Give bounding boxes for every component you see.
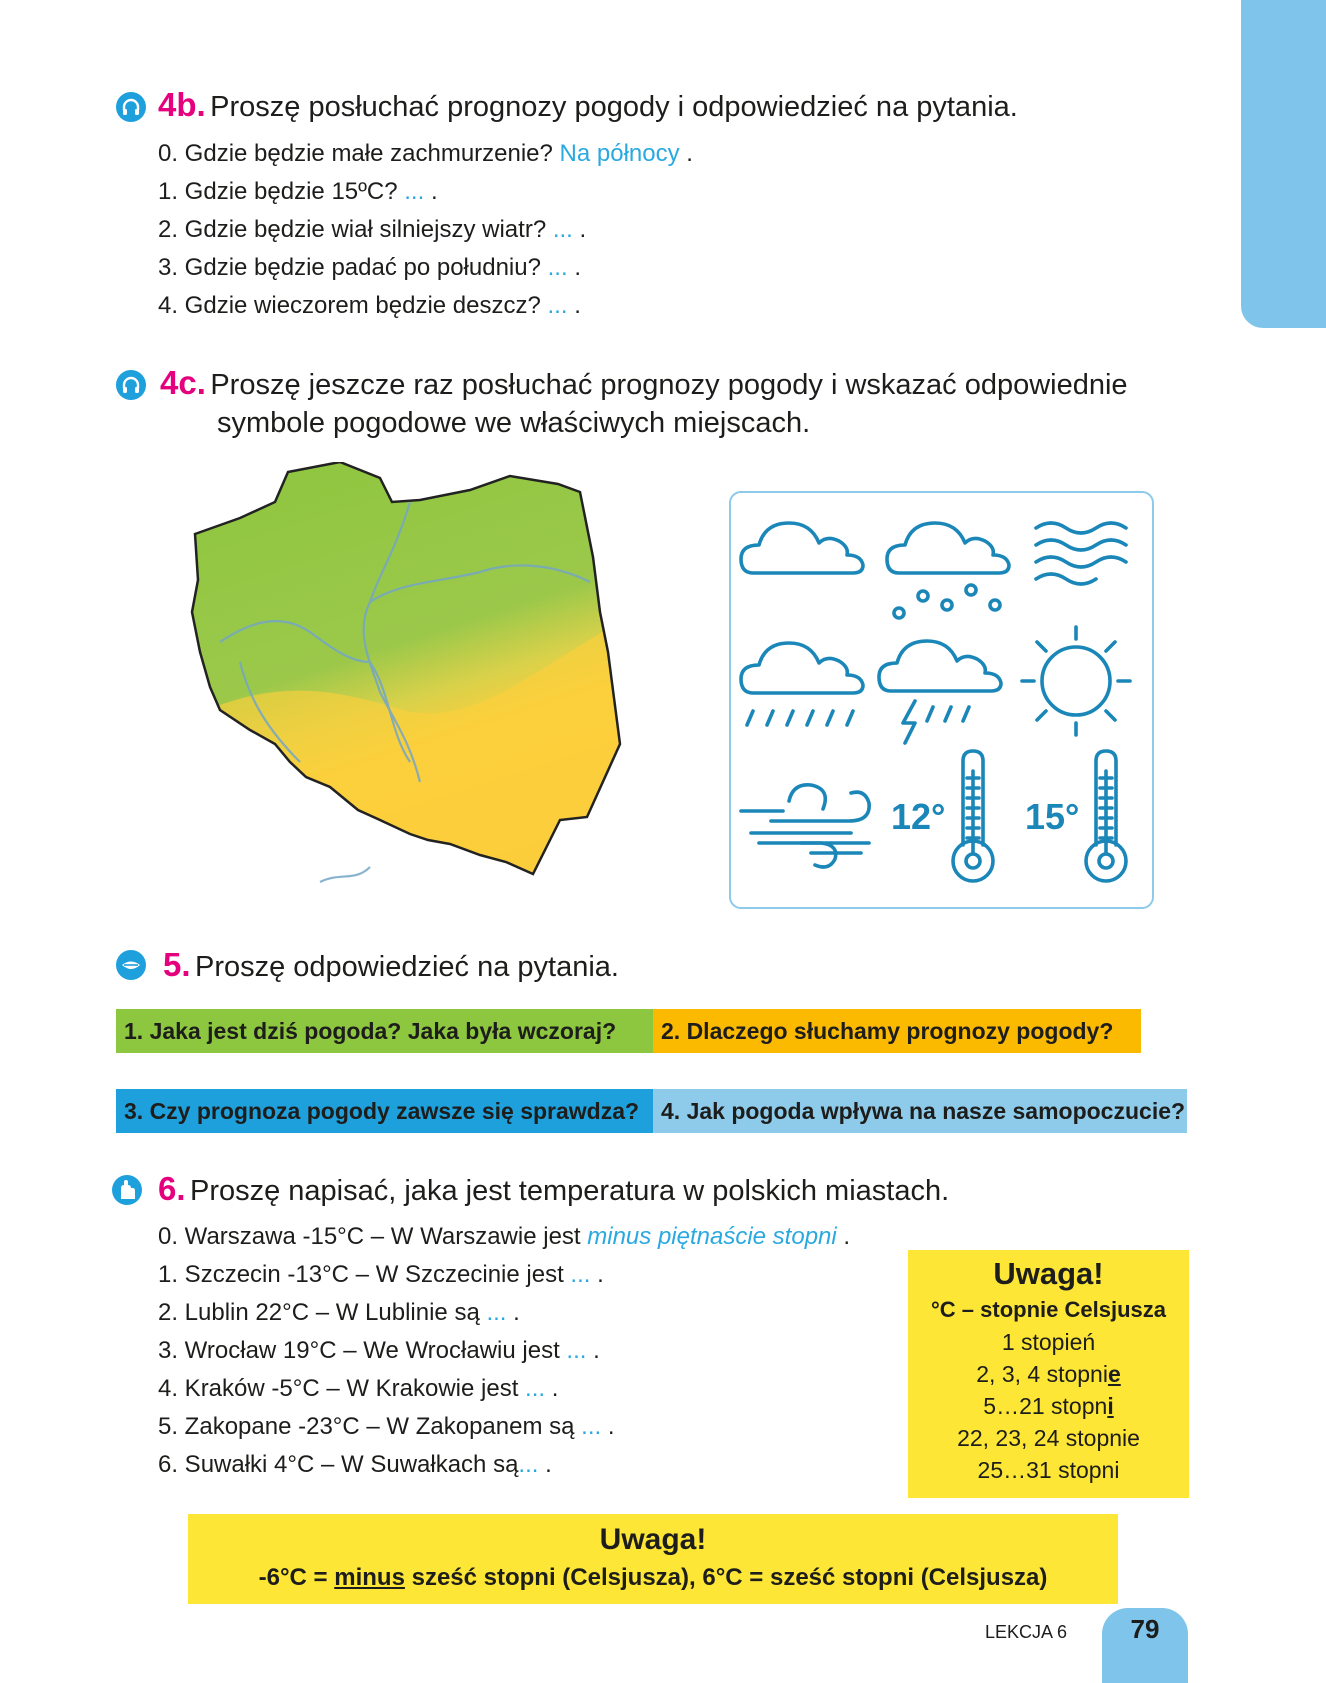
storm-cloud-icon[interactable] bbox=[879, 641, 1001, 743]
rain-cloud-icon[interactable] bbox=[741, 643, 863, 725]
note-line: 2, 3, 4 stopnie bbox=[976, 1361, 1121, 1387]
snow-cloud-icon[interactable] bbox=[887, 523, 1009, 618]
speech-lips-icon bbox=[116, 950, 146, 980]
task-title: Proszę napisać, jaka jest temperatura w polskich miastach. bbox=[189, 1175, 950, 1207]
lesson-label: LEKCJA 6 bbox=[985, 1622, 1068, 1642]
question-item: 0. Warszawa -15°C – W Warszawie jest minus piętnaście stopni . bbox=[158, 1223, 851, 1250]
task-6-questions bbox=[158, 1218, 850, 1484]
headphones-icon bbox=[116, 370, 146, 400]
task-number: 4b. bbox=[158, 86, 206, 123]
answer-field[interactable]: ... bbox=[404, 178, 425, 205]
headphones-icon bbox=[116, 92, 146, 122]
strong-wind-icon[interactable] bbox=[741, 785, 869, 867]
note-subtitle: °C – stopnie Celsjusza bbox=[931, 1297, 1166, 1322]
question-item: 6. Suwałki 4°C – W Suwałkach są... . bbox=[158, 1451, 552, 1478]
answer-field[interactable]: ... bbox=[518, 1451, 539, 1478]
task-title-line2: symbole pogodowe we właściwych miejscach. bbox=[217, 407, 811, 439]
answer-field[interactable]: ... bbox=[486, 1299, 507, 1326]
note-line: 1 stopień bbox=[1001, 1329, 1096, 1355]
question-item: 1. Gdzie będzie 15ºC? ... . bbox=[158, 178, 438, 205]
answer-field[interactable]: ... bbox=[525, 1375, 546, 1402]
note-line: 22, 23, 24 stopnie bbox=[957, 1425, 1140, 1451]
cloud-icon[interactable] bbox=[741, 523, 863, 573]
question-item: 0. Gdzie będzie małe zachmurzenie? Na północy . bbox=[158, 140, 693, 167]
task-5-heading bbox=[163, 945, 619, 992]
task-6-heading bbox=[158, 1169, 949, 1216]
grammar-note-celsius bbox=[908, 1250, 1189, 1498]
note-line: 5…21 stopni bbox=[983, 1393, 1114, 1419]
question-item: 3. Gdzie będzie padać po południu? ... . bbox=[158, 254, 581, 281]
question-item: 2. Lublin 22°C – W Lublinie są ... . bbox=[158, 1299, 520, 1326]
answer-field[interactable]: ... bbox=[566, 1337, 587, 1364]
task-number: 4c. bbox=[160, 364, 206, 401]
task-number: 5. bbox=[163, 946, 191, 983]
weather-symbols-box bbox=[729, 491, 1154, 909]
question-box-3: 3. Czy prognoza pogody zawsze się sprawdza? bbox=[116, 1089, 740, 1133]
note-title: Uwaga! bbox=[599, 1523, 707, 1556]
page-number: 79 bbox=[1130, 1614, 1160, 1644]
question-box-2: 2. Dlaczego słuchamy prognozy pogody? bbox=[653, 1009, 1141, 1053]
task-title: Proszę odpowiedzieć na pytania. bbox=[194, 951, 619, 983]
wind-waves-icon[interactable] bbox=[1036, 523, 1126, 584]
task-title-line1: Proszę jeszcze raz posłuchać prognozy pogody i wskazać odpowiednie bbox=[210, 369, 1128, 401]
writing-hand-icon bbox=[112, 1175, 142, 1205]
question-item: 1. Szczecin -13°C – W Szczecinie jest ... . bbox=[158, 1261, 604, 1288]
sun-icon[interactable] bbox=[1022, 627, 1130, 735]
task-number: 6. bbox=[158, 1170, 186, 1207]
answer-field[interactable]: Na północy bbox=[559, 140, 680, 167]
note-text: -6°C = minus sześć stopni (Celsjusza), 6°C = sześć stopni (Celsjusza) bbox=[258, 1564, 1048, 1591]
task-title: Proszę posłuchać prognozy pogody i odpowiedzieć na pytania. bbox=[210, 91, 1018, 123]
answer-field[interactable]: ... bbox=[552, 216, 573, 243]
answer-field[interactable]: ... bbox=[547, 292, 568, 319]
note-line: 25…31 stopni bbox=[977, 1457, 1120, 1483]
temp-15-label: 15° bbox=[1025, 796, 1080, 837]
answer-field[interactable]: ... bbox=[570, 1261, 591, 1288]
question-item: 3. Wrocław 19°C – We Wrocławiu jest ... . bbox=[158, 1337, 600, 1364]
thermometer-12-icon[interactable] bbox=[953, 751, 993, 881]
question-item: 4. Gdzie wieczorem będzie deszcz? ... . bbox=[158, 292, 581, 319]
task-4b-heading bbox=[158, 85, 1018, 132]
answer-field[interactable]: minus piętnaście stopni bbox=[587, 1223, 837, 1250]
poland-weather-map[interactable] bbox=[180, 462, 666, 912]
question-item: 2. Gdzie będzie wiał silniejszy wiatr? ... . bbox=[158, 216, 587, 243]
question-item: 5. Zakopane -23°C – W Zakopanem są ... . bbox=[158, 1413, 615, 1440]
thermometer-15-icon[interactable] bbox=[1086, 751, 1126, 881]
temp-12-label: 12° bbox=[891, 796, 946, 837]
answer-field[interactable]: ... bbox=[581, 1413, 602, 1440]
grammar-note-minus bbox=[188, 1514, 1118, 1604]
question-box-4: 4. Jak pogoda wpływa na nasze samopoczucie? bbox=[653, 1089, 1187, 1133]
task-4b-questions bbox=[158, 135, 693, 325]
question-item: 4. Kraków -5°C – W Krakowie jest ... . bbox=[158, 1375, 559, 1402]
chapter-tab bbox=[1241, 0, 1326, 328]
question-box-1: 1. Jaka jest dziś pogoda? Jaka była wczoraj? bbox=[116, 1009, 746, 1053]
note-title: Uwaga! bbox=[993, 1256, 1104, 1291]
answer-field[interactable]: ... bbox=[547, 254, 568, 281]
